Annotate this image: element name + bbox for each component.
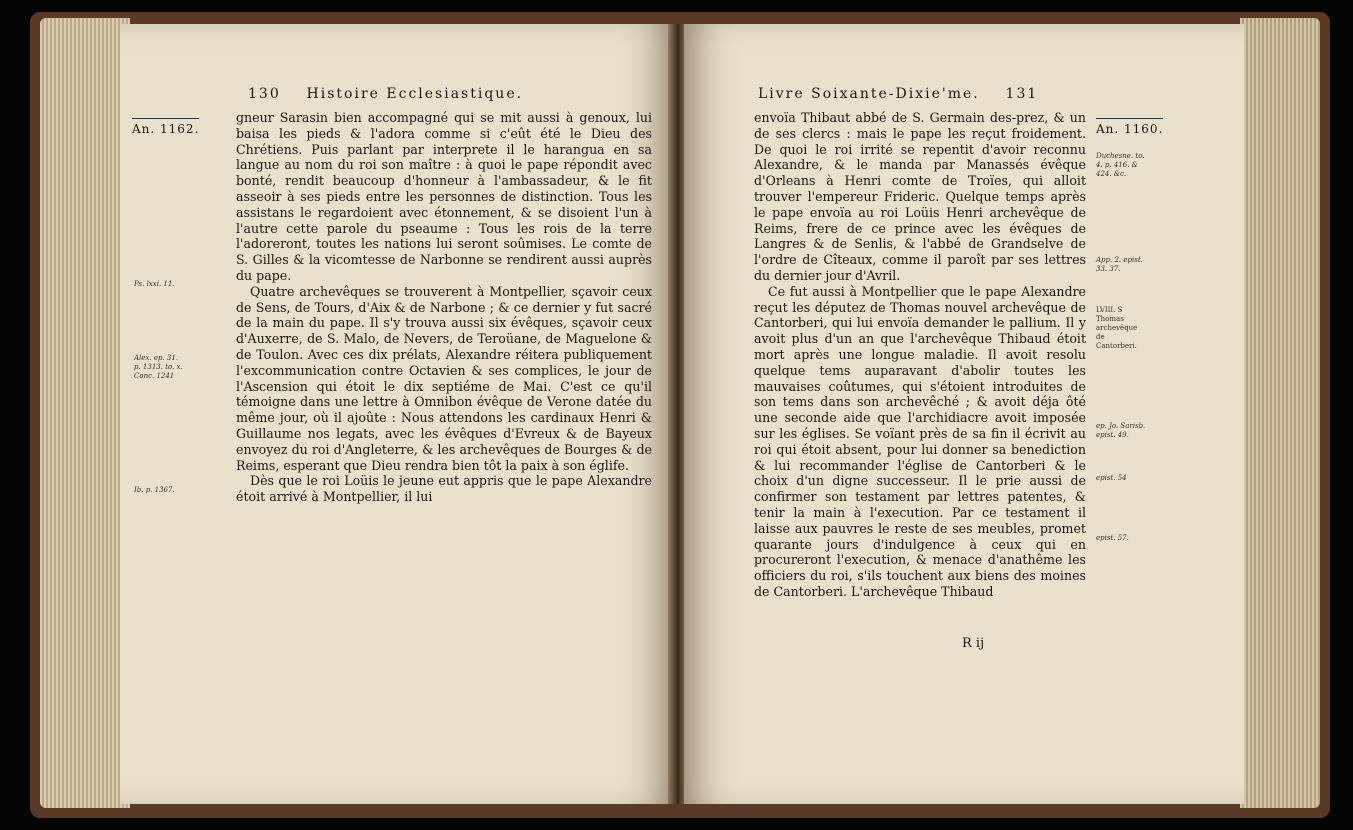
right-side-note-4: ep. Jo. Sarisb. epist. 49.	[1096, 422, 1146, 439]
right-side-note-6: epist. 57.	[1096, 534, 1129, 542]
right-paragraph-1: envoïa Thibaut abbé de S. Germain des-prez, & un de ses clercs : mais le pape les reçut froidement. De quoi le roi irrité se repentit d'avoir reconnu Alexandre, & le manda par Manassés évêque d'Orleans à Henri comte de Troïes, qui alloit trouver l'empereur Frideric. Quelque temps après le pape envoïa au roi Loüis Henri archevêque de Reims, frere de ce prince avec les évêques de Langres & de Senlis, & l'abbé de Grandselve de l'ordre de Cîteaux, comme il paroît par ses lettres du dernier jour d'Avril.	[754, 110, 1086, 283]
right-page-header	[758, 86, 1038, 102]
right-side-note-3: LVIII. S Thomas archevêque de Cantorberi.	[1096, 306, 1138, 350]
left-running-title: Histoire Ecclesiastique.	[306, 86, 524, 102]
right-side-note-5: epist. 54	[1096, 474, 1127, 482]
right-page-edges	[1240, 18, 1320, 808]
page-signature: R ij	[962, 636, 985, 651]
right-page-number: 131	[1005, 86, 1039, 102]
left-page	[120, 24, 672, 804]
left-page-number: 130	[248, 86, 281, 102]
right-page	[684, 24, 1244, 804]
right-side-note-1: Duchesne. to. 4. p. 416. & 424. &c.	[1096, 152, 1145, 178]
right-running-title: Livre Soixante-Dixie'me.	[758, 86, 980, 102]
left-side-note-1: Ps. lxxi. 11.	[134, 280, 175, 288]
left-paragraph-2: Quatre archevêques se trouverent à Montpellier, sçavoir ceux de Sens, de Tours, d'Aix & de Narbone ; & ce dernier y fut sacré de la main du pape. Il s'y trouva aussi six évêques, sçavoir ceux d'Auxerre, de S. Malo, de Nevers, de Teroüane, de Maguelone & de Toulon. Avec ces dix prélats, Alexandre réitera publiquement l'excommunication contre Octavien & ses complices, le jour de l'Ascension qui étoit le dix septiéme de Mai. C'est ce qu'il témoigne dans une lettre à Omnibon évêque de Verone datée du même jour, où il ajoûte : Nous attendons les cardinaux Henri & Guillaume nos legats, avec les évêques d'Evreux & de Bayeux envoyez du roi d'Angleterre, & les archevêques de Bourges & de Reims, esperant que Dieu rendra bien tôt la paix à son églife.	[236, 283, 652, 473]
left-side-note-3: Ib. p. 1367.	[134, 486, 175, 494]
left-side-note-2: Alex. ep. 31. p. 1313. to. x. Conc. 1241	[134, 354, 183, 380]
left-paragraph-1: gneur Sarasin bien accompagné qui se mit aussi à genoux, lui baisa les pieds & l'adora comme si c'eût été le Dieu des Chrétiens. Puis parlant par interprete il le harangua en sa langue au nom du roi son maître : à quoi le pape répondit avec bonté, rendit beaucoup d'honneur à l'ambassadeur, & le fit asseoir à ses pieds entre les personnes de distinction. Tous les assistans le regardoient avec étonnement, & se disoient l'un à l'autre cette parole du pseaume : Tous les rois de la terre l'adoreront, toutes les nations lui seront soûmises. Le comte de S. Gilles & la vicomtesse de Narbonne se rendirent aussi auprès du pape.	[236, 110, 652, 283]
left-paragraph-3: Dès que le roi Loüis le jeune eut appris que le pape Alexandre étoit arrivé à Montpellier, il lui	[236, 473, 652, 505]
right-side-note-2: App. 2. epist. 33. 37.	[1096, 256, 1143, 273]
left-page-edges	[40, 18, 130, 808]
left-page-header	[248, 86, 523, 102]
left-body-text	[236, 110, 652, 505]
right-paragraph-2: Ce fut aussi à Montpellier que le pape Alexandre reçut les députez de Thomas nouvel archevêque de Cantorberi, qui lui envoïa demander le pallium. Il y avoit plus d'un an que l'archevêque Thibaud étoit mort après une longue maladie. Il avoit resolu quelque tems auparavant d'abolir toutes les mauvaises coûtumes, qui s'étoient introduites de son tems dans son archevêché ; & avoit déja ôté une seconde aide que l'archidiacre avoit imposée sur les églises. Se voïant près de sa fin il écrivit au roi qui étoit absent, pour lui donner sa benediction & lui recommander l'église de Cantorberi & le choix d'un digne successeur. Il le prie aussi de confirmer son testament par lettres patentes, & tenir la main à l'execution. Par ce testament il laisse aux pauvres le reste de ses meubles, promet quarante jours d'indulgence à ceux qui en procureront l'execution, & menace d'anathême les officiers du roi, s'ils touchent aux biens des moines de Cantorberi. L'archevêque Thibaud	[754, 283, 1086, 599]
right-body-text	[754, 110, 1086, 600]
left-year-margin: An. 1162.	[132, 118, 199, 136]
right-year-margin: An. 1160.	[1096, 118, 1163, 136]
